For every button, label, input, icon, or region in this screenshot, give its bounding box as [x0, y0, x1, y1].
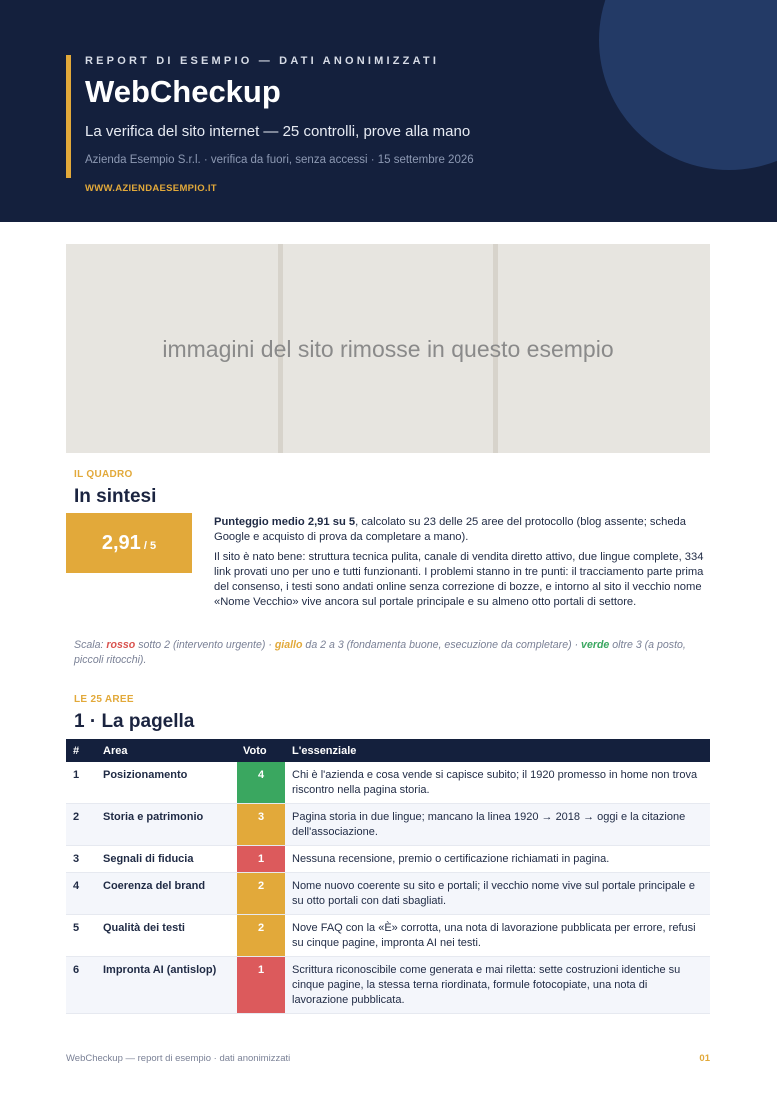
report-meta: Azienda Esempio S.r.l. · verifica da fuori, senza accessi · 15 settembre 2026 — [85, 154, 474, 166]
summary-lead — [214, 515, 714, 546]
row-area: Qualità dei testi — [96, 915, 237, 957]
scale-yellow-word: giallo — [274, 639, 303, 651]
row-vote: 4 — [237, 762, 285, 804]
site-images-placeholder — [66, 244, 710, 453]
report-subtitle: La verifica del sito internet — 25 controlli, prove alla mano — [85, 123, 471, 140]
score-badge — [66, 513, 192, 573]
table-header-row — [66, 739, 710, 762]
scale-prefix: Scala: — [74, 639, 107, 651]
header-eyebrow: REPORT DI ESEMPIO — DATI ANONIMIZZATI — [85, 55, 440, 67]
site-url: WWW.AZIENDAESEMPIO.IT — [85, 183, 217, 194]
row-text: Scrittura riconoscibile come generata e mai riletta: sette costruzioni identiche su cinque pagine, la stessa terna riordinata, formule fotocopiate, una nota di lavorazione pubblicata. — [285, 957, 710, 1014]
row-vote: 2 — [237, 915, 285, 957]
report-header — [0, 0, 777, 222]
row-num: 1 — [66, 762, 96, 804]
row-num: 5 — [66, 915, 96, 957]
score-suffix: / 5 — [140, 540, 157, 552]
summary-body: Il sito è nato bene: struttura tecnica pulita, canale di vendita diretto attivo, due lingue complete, 334 link provati uno per uno e tutti funzionanti. I problemi stanno in tre punti: il tracciamento parte prima del consenso, i testi sono andati online senza correzione di bozze, e intorno al sito il vecchio nome «Nome Vecchio» vive ancora sul portale principale e su almeno otto portali di settore. — [214, 550, 704, 609]
scale-green-word: verde — [581, 639, 610, 651]
table-row — [66, 846, 710, 873]
row-num: 6 — [66, 957, 96, 1014]
table-row — [66, 762, 710, 804]
scale-yellow-text: da 2 a 3 (fondamenta buone, esecuzione da completare) · — [302, 639, 582, 651]
footer-text: WebCheckup — report di esempio · dati anonimizzati — [66, 1053, 291, 1064]
row-area: Impronta AI (antislop) — [96, 957, 237, 1014]
row-area: Posizionamento — [96, 762, 237, 804]
row-text: Pagina storia in due lingue; mancano la linea 1920 → 2018 → oggi e la citazione dell'associazione. — [285, 804, 710, 846]
page-number: 01 — [699, 1053, 710, 1064]
report-title: WebCheckup — [85, 74, 281, 109]
header-area: Area — [96, 739, 237, 762]
accent-bar — [66, 55, 71, 178]
row-num: 4 — [66, 873, 96, 915]
summary-eyebrow: IL QUADRO — [74, 469, 133, 480]
row-area: Coerenza del brand — [96, 873, 237, 915]
score-value: 2,91 — [101, 532, 141, 554]
scale-red-text: sotto 2 (intervento urgente) · — [135, 639, 275, 651]
grades-table — [66, 739, 710, 1014]
grades-eyebrow: LE 25 AREE — [74, 694, 134, 705]
row-vote: 1 — [237, 957, 285, 1014]
summary-lead-bold: Punteggio medio 2,91 su 5 — [214, 516, 356, 528]
summary-text — [214, 515, 714, 611]
table-row — [66, 804, 710, 846]
table-row — [66, 873, 710, 915]
scale-red-word: rosso — [106, 639, 136, 651]
table-row — [66, 915, 710, 957]
row-area: Storia e patrimonio — [96, 804, 237, 846]
summary-lead-rest: , calcolato su 23 delle 25 aree del protocollo (blog assente; scheda Google e acquisto di prova da completare a mano). — [214, 516, 686, 544]
row-num: 2 — [66, 804, 96, 846]
grades-title: 1 · La pagella — [74, 711, 195, 732]
row-text: Nove FAQ con la «È» corrotta, una nota di lavorazione pubblicata per errore, refusi su cinque pagine, impronta AI nei testi. — [285, 915, 710, 957]
row-vote: 2 — [237, 873, 285, 915]
row-text: Nessuna recensione, premio o certificazione richiamati in pagina. — [285, 846, 710, 873]
header-num: # — [66, 739, 96, 762]
table-row — [66, 957, 710, 1014]
header-vote: Voto — [237, 739, 285, 762]
row-vote: 3 — [237, 804, 285, 846]
scale-legend — [74, 638, 704, 668]
decorative-circle — [599, 0, 777, 170]
placeholder-caption: immagini del sito rimosse in questo esempio — [162, 336, 614, 362]
row-num: 3 — [66, 846, 96, 873]
scale-green-text: oltre 3 (a posto, piccoli ritocchi). — [74, 639, 686, 666]
row-text: Nome nuovo coerente su sito e portali; il vecchio nome vive sul portale principale e su otto portali con dati sbagliati. — [285, 873, 710, 915]
row-vote: 1 — [237, 846, 285, 873]
header-essential: L'essenziale — [285, 739, 710, 762]
row-area: Segnali di fiducia — [96, 846, 237, 873]
row-text: Chi è l'azienda e cosa vende si capisce subito; il 1920 promesso in home non trova riscontro nella pagina storia. — [285, 762, 710, 804]
summary-title: In sintesi — [74, 486, 157, 507]
